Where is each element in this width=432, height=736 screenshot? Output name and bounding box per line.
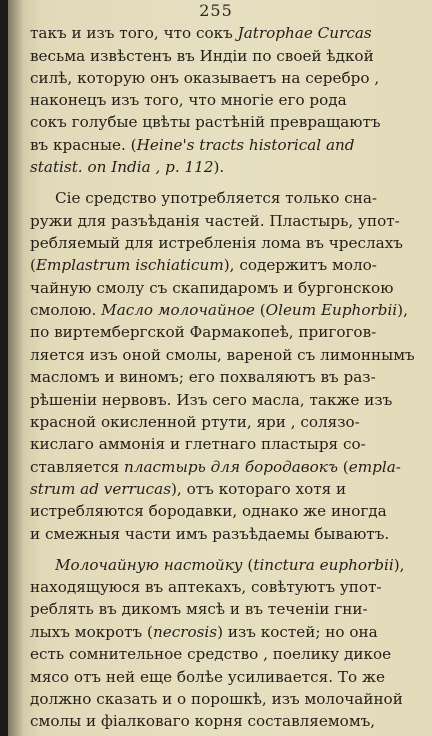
italic-text-run: necrosis (152, 623, 218, 641)
text-line (30, 389, 419, 411)
text-line (30, 710, 419, 732)
italic-text-run: Oleum Euphorbii (265, 301, 398, 319)
page-number: 255 (199, 1, 233, 20)
text-run: въ красные. ( (30, 136, 137, 154)
text-run: реблять въ дикомъ мясѣ и въ теченіи гни- (30, 600, 368, 618)
text-run: ), (393, 556, 405, 574)
text-run: ). (213, 158, 225, 176)
text-line (30, 500, 419, 522)
text-run: ( (337, 458, 349, 476)
text-line (30, 277, 419, 299)
text-line (30, 666, 419, 688)
italic-text-run: Emplastrum ischiaticum (35, 256, 224, 274)
text-line (30, 45, 419, 67)
text-run: ( (242, 556, 254, 574)
text-line (30, 67, 419, 89)
text-line (30, 598, 419, 620)
text-run: сокъ голубые цвѣты растѣній превращаютъ (30, 113, 381, 131)
text-line (30, 232, 419, 254)
text-run: наконецъ изъ того, что многіе его рода (30, 91, 347, 109)
text-line (30, 22, 419, 44)
text-line (30, 210, 419, 232)
text-run: силѣ, которую онъ оказываетъ на серебро , (30, 69, 380, 87)
text-run: смолою. (30, 301, 102, 319)
book-gutter-shadow (8, 0, 24, 736)
text-line (30, 621, 419, 643)
text-run: красной окисленной ртути, яри , солязо- (30, 413, 360, 431)
text-run: мясо отъ ней еще болѣе усиливается. То же (30, 668, 385, 686)
text-line (30, 366, 419, 388)
text-run: и смежныя части имъ разъѣдаемы бываютъ. (30, 525, 390, 543)
text-run: рѣшеніи нервовъ. Изъ сего масла, также изъ (30, 391, 393, 409)
text-run: ) изъ костей; но она (217, 623, 378, 641)
text-line (30, 344, 419, 366)
text-line (30, 576, 419, 598)
text-line (30, 456, 419, 478)
text-run: масломъ и виномъ; его похваляютъ въ раз- (30, 368, 376, 386)
italic-text-run: Heine's tracts historical and (136, 136, 355, 154)
text-run: ), содержитъ моло- (223, 256, 377, 274)
text-line (55, 187, 419, 209)
text-line (30, 643, 419, 665)
text-run: ( (30, 256, 36, 274)
text-run: должно сказать и о порошкѣ, изъ молочайной (30, 690, 403, 708)
text-run: ружи для разъѣданія частей. Пластырь, упот- (30, 212, 400, 230)
text-run: по виртембергской Фармакопеѣ, пригогов- (30, 323, 377, 341)
text-run: истребляются бородавки, однако же иногда (30, 502, 387, 520)
italic-text-run: strum ad verrucas (30, 480, 171, 498)
text-run: ребляемый для истребленія лома въ чреслахъ (30, 234, 403, 252)
text-run: чайную смолу съ скапидаромъ и бургонскою (30, 279, 394, 297)
text-line (30, 111, 419, 133)
text-line (30, 89, 419, 111)
italic-text-run: tinctura euphorbii (253, 556, 394, 574)
text-run: находящуюся въ аптекахъ, совѣтуютъ упот- (30, 578, 382, 596)
text-run: лыхъ мокротъ ( (30, 623, 153, 641)
text-line (30, 254, 419, 276)
italic-text-run: Молочайную настойку (55, 556, 243, 574)
text-line (30, 688, 419, 710)
text-run: ), (397, 301, 408, 319)
text-line (30, 433, 419, 455)
text-line (30, 411, 419, 433)
text-run: такъ и изъ того, что сокъ (30, 24, 238, 42)
italic-text-run: Jatrophae Curcas (237, 24, 372, 42)
text-run: ставляется (30, 458, 125, 476)
text-run: есть сомнительное средство , поелику дикое (30, 645, 392, 663)
text-run: весьма извѣстенъ въ Индіи по своей ѣдкой (30, 47, 374, 65)
text-run: смолы и фіалковаго корня составляемомъ, (30, 712, 376, 730)
text-run: ( (254, 301, 266, 319)
italic-text-run: Масло молочайное (101, 301, 255, 319)
italic-text-run: statist. on India , p. 112 (30, 158, 214, 176)
text-line (30, 321, 419, 343)
text-line (30, 156, 419, 178)
text-run: кислаго аммонія и глетнаго пластыря со- (30, 435, 366, 453)
text-line (30, 299, 419, 321)
text-line (30, 478, 419, 500)
text-line (30, 134, 419, 156)
text-run: ляется изъ оной смолы, вареной съ лимоннымъ (30, 346, 415, 364)
italic-text-run: пластырь для бородавокъ (124, 458, 338, 476)
italic-text-run: empla- (348, 458, 401, 476)
text-line (30, 523, 419, 545)
text-run: ), отъ котораго хотя и (171, 480, 347, 498)
text-run: Сіе средство употребляется только сна- (55, 189, 378, 207)
text-line (55, 554, 419, 576)
